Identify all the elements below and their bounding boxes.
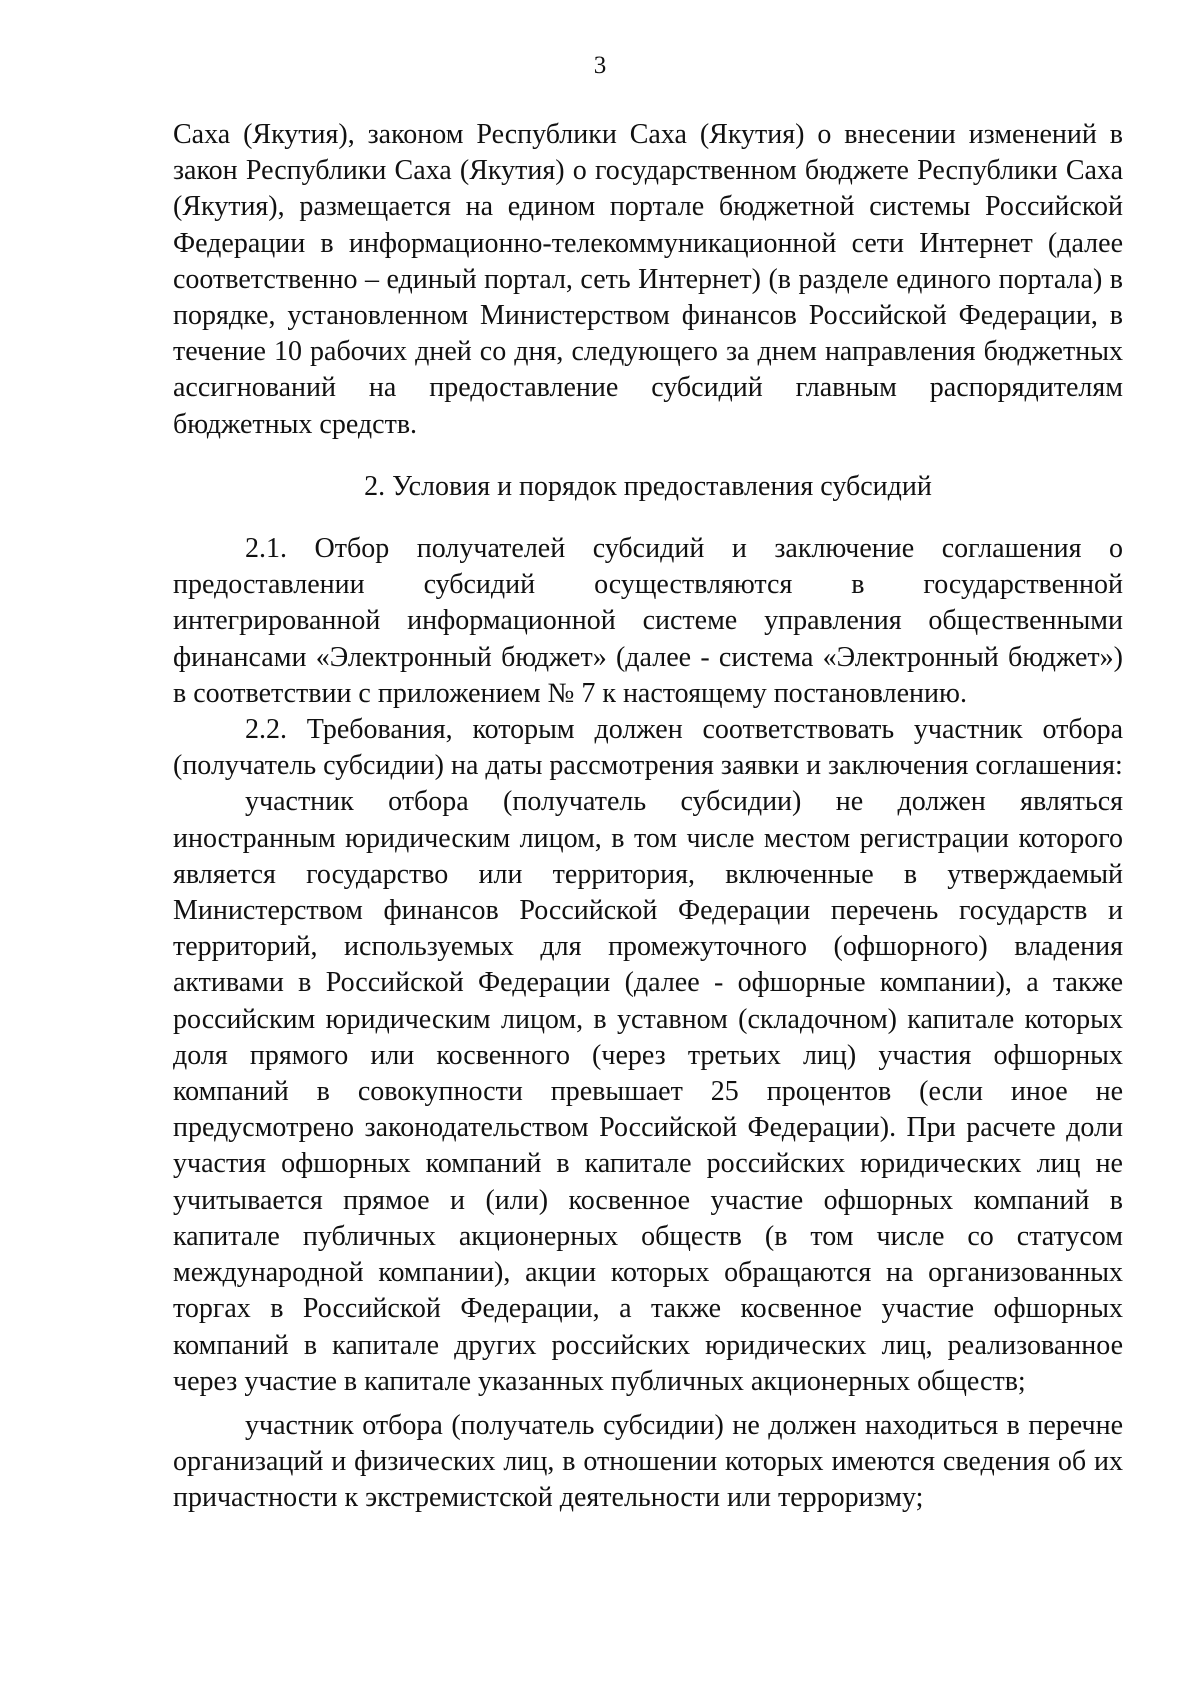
section-heading: 2. Условия и порядок предоставления субсидий [364, 470, 932, 502]
paragraph-requirement-extremism: участник отбора (получатель субсидии) не должен находиться в перечне организаций и физических лиц, в отношении которых имеются сведения об их причастности к экстремистской деятельности или терроризму; [173, 1409, 1123, 1514]
page-number: 3 [593, 52, 607, 79]
paragraph-2-2: 2.2. Требования, которым должен соответствовать участник отбора (получатель субсидии) на даты рассмотрения заявки и заключения соглашения: [173, 714, 1123, 782]
document-body [173, 117, 1123, 1517]
paragraph-requirement-offshore: участник отбора (получатель субсидии) не должен являться иностранным юридическим лицом, в том числе местом регистрации которого является государство или территория, включенные в утверждаемый Министерством финансов Российской Федерации перечень государств и территорий, используемых для промежуточного (офшорного) владения активами в Российской Федерации (далее - офшорные компании), а также российским юридическим лицом, в уставном (складочном) капитале которых доля прямого или косвенного (через третьих лиц) участия офшорных компаний в совокупности превышает 25 процентов (если иное не предусмотрено законодательством Российской Федерации). При расчете доли участия офшорных компаний в капитале российских юридических лиц не учитывается прямое и (или) косвенное участие офшорных компаний в капитале публичных акционерных обществ (в том числе со статусом международной компании), акции которых обращаются на организованных торгах в Российской Федерации, а также косвенное участие офшорных компаний в капитале других российских юридических лиц, реализованное через участие в капитале указанных публичных акционерных обществ; [173, 786, 1123, 1397]
paragraph-2-1: 2.1. Отбор получателей субсидий и заключение соглашения о предоставлении субсидий осуществляются в государственной интегрированной информационной системе управления общественными финансами «Электронный бюджет» (далее - система «Электронный бюджет») в соответствии с приложением № 7 к настоящему постановлению. [173, 533, 1123, 709]
paragraph-continuation: Саха (Якутия), законом Республики Саха (Якутия) о внесении изменений в закон Республики Саха (Якутия) о государственном бюджете Республики Саха (Якутия), размещается на едином портале бюджетной системы Российской Федерации в информационно-телекоммуникационной сети Интернет (далее соответственно – единый портал, сеть Интернет) (в разделе единого портала) в порядке, установленном Министерством финансов Российской Федерации, в течение 10 рабочих дней со дня, следующего за днем направления бюджетных ассигнований на предоставление субсидий главным распорядителям бюджетных средств. [173, 119, 1123, 440]
